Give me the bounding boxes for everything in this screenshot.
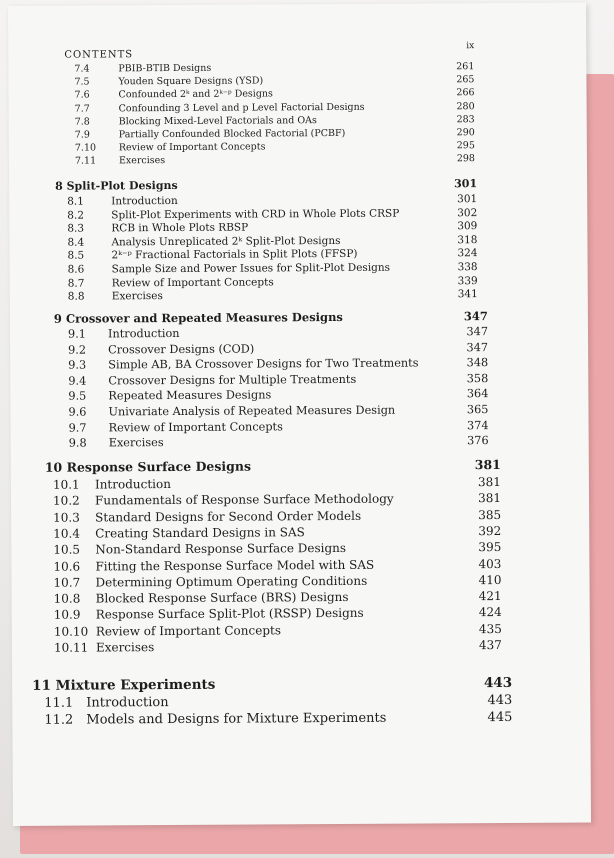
- toc-entry-number: 8.2: [67, 209, 85, 222]
- toc-entry-title: Models and Designs for Mixture Experiments: [86, 710, 387, 728]
- toc-entry-number: 10.5: [53, 542, 81, 557]
- toc-entry-number: 7.4: [74, 63, 90, 75]
- toc-entry: [75, 89, 273, 101]
- toc-entry-number: 8.4: [67, 236, 85, 249]
- toc-entry: [68, 373, 356, 388]
- toc-entry: [44, 711, 386, 728]
- toc-entry-title: Response Surface Split-Plot (RSSP) Designs: [95, 606, 364, 622]
- toc-entry: [69, 436, 164, 450]
- toc-entry-page: 364: [466, 387, 489, 401]
- toc-entry-page: 341: [457, 288, 478, 301]
- toc-entry-page: 385: [478, 507, 502, 522]
- toc-entry-page: 435: [478, 621, 502, 636]
- toc-entry-page: 381: [478, 491, 502, 506]
- toc-entry: [67, 195, 178, 208]
- toc-entry-number: 8.1: [67, 195, 84, 208]
- toc-entry-title: Blocked Response Surface (BRS) Designs: [95, 590, 349, 606]
- toc-entry-page: 339: [457, 274, 478, 287]
- chapter-page: 381: [474, 456, 501, 473]
- toc-entry-title: Exercises: [118, 155, 166, 167]
- toc-entry: [68, 404, 395, 419]
- toc-entry: [54, 623, 281, 638]
- toc-entry-title: Review of Important Concepts: [108, 419, 283, 434]
- toc-entry-number: 9.7: [68, 421, 87, 435]
- toc-entry: [75, 115, 317, 127]
- toc-entry: [68, 342, 254, 356]
- toc-entry-title: Analysis Unreplicated 2ᵏ Split-Plot Designs: [111, 234, 341, 249]
- toc-entry-number: 10.4: [53, 526, 80, 541]
- chapter-page: 301: [454, 177, 478, 191]
- toc-entry-title: Blocking Mixed-Level Factorials and OAs: [118, 114, 317, 128]
- toc-entry: [74, 76, 263, 88]
- toc-entry-page: 290: [456, 127, 475, 139]
- toc-entry-page: 376: [467, 434, 489, 448]
- toc-entry-title: PBIB-BTIB Designs: [118, 62, 212, 75]
- toc-entry-page: 395: [478, 540, 502, 555]
- toc-entry-title: Fitting the Response Surface Model with SAS: [95, 557, 375, 573]
- toc-entry: [68, 262, 390, 276]
- toc-entry-page: 338: [457, 261, 478, 274]
- toc-entry: [53, 508, 361, 524]
- toc-entry-number: 10.2: [52, 493, 80, 509]
- toc-entry-page: 424: [478, 605, 502, 620]
- toc-entry: [53, 541, 346, 557]
- toc-entry-page: 392: [478, 523, 502, 539]
- toc-entry-number: 9.8: [68, 436, 87, 450]
- toc-entry: [67, 248, 357, 262]
- header-page-number: ix: [466, 41, 475, 52]
- toc-entry: [53, 557, 374, 573]
- toc-entry-number: 9.2: [68, 343, 87, 357]
- toc-entry-title: Crossover Designs for Multiple Treatments: [108, 372, 357, 388]
- toc-entry: [44, 695, 168, 711]
- toc-entry-title: Review of Important Concepts: [111, 275, 274, 289]
- toc-entry: [74, 63, 211, 75]
- toc-entry: [67, 222, 248, 235]
- toc-entry-number: 8.7: [67, 277, 85, 290]
- book-page: [8, 2, 591, 826]
- toc-entry-number: 7.6: [74, 89, 90, 101]
- toc-entry-page: 443: [487, 692, 513, 709]
- toc-entry-title: Introduction: [94, 477, 171, 492]
- toc-entry-page: 347: [466, 325, 489, 339]
- toc-entry-page: 283: [456, 113, 475, 126]
- toc-entry: [53, 525, 305, 541]
- toc-entry-number: 9.3: [68, 358, 87, 372]
- toc-entry-page: 280: [456, 100, 475, 112]
- toc-entry-number: 10.3: [53, 510, 80, 525]
- toc-entry-page: 266: [456, 87, 475, 99]
- toc-entry-number: 7.7: [74, 103, 90, 115]
- toc-entry-number: 7.8: [74, 116, 90, 128]
- toc-entry-page: 295: [456, 140, 475, 152]
- chapter-title: 11 Mixture Experiments: [32, 676, 216, 694]
- chapter-title: 9 Crossover and Repeated Measures Designs: [53, 309, 343, 326]
- toc-entry: [54, 606, 364, 622]
- toc-entry-page: 347: [466, 340, 489, 354]
- toc-entry-title: Determining Optimum Operating Conditions: [95, 573, 368, 590]
- toc-entry-title: Exercises: [108, 436, 164, 450]
- toc-entry-title: RCB in Whole Plots RBSP: [111, 221, 249, 235]
- toc-entry-title: Univariate Analysis of Repeated Measures Design: [108, 403, 396, 419]
- toc-entry: [68, 389, 271, 403]
- chapter-page: 347: [463, 309, 488, 324]
- toc-entry: [68, 357, 418, 372]
- toc-entry-page: 301: [457, 193, 478, 206]
- toc-entry-number: 10.9: [53, 607, 81, 623]
- toc-entry-number: 9.5: [68, 389, 87, 404]
- toc-entry-number: 8.8: [67, 290, 85, 303]
- toc-entry: [53, 492, 394, 508]
- toc-entry-title: Introduction: [107, 326, 180, 341]
- toc-entry-number: 10.6: [53, 559, 81, 574]
- toc-entry-title: Youden Square Designs (YSD): [118, 75, 264, 88]
- toc-entry: [68, 276, 274, 289]
- toc-entry: [68, 327, 180, 341]
- toc-entry-page: 318: [457, 233, 478, 247]
- toc-entry-title: Non-Standard Response Surface Designs: [95, 541, 347, 557]
- toc-entry-number: 10.10: [53, 624, 89, 639]
- toc-entry: [67, 207, 399, 221]
- toc-entry: [75, 101, 365, 114]
- running-header: [64, 41, 475, 61]
- toc-entry-title: Exercises: [111, 290, 163, 303]
- toc-entry-number: 7.10: [74, 142, 97, 154]
- toc-entry-title: Simple AB, BA Crossover Designs for Two Treatments: [108, 356, 419, 372]
- toc-entry-page: 265: [456, 74, 475, 86]
- toc-entry-number: 7.5: [74, 76, 90, 88]
- toc-entry-number: 10.1: [52, 477, 80, 492]
- chapter-page: 443: [483, 674, 513, 692]
- header-label: CONTENTS: [64, 49, 134, 61]
- toc-entry: [69, 420, 283, 434]
- toc-entry-title: Creating Standard Designs in SAS: [95, 525, 305, 541]
- toc-entry-title: Review of Important Concepts: [95, 623, 282, 639]
- toc-entry-number: 8.6: [67, 263, 85, 276]
- toc-entry-title: 2ᵏ⁻ᵖ Fractional Factorials in Split Plots (FFSP): [111, 248, 358, 262]
- toc-entry: [53, 574, 367, 590]
- toc-entry-page: 374: [466, 418, 489, 432]
- toc-entry-number: 7.11: [74, 155, 97, 167]
- toc-entry-title: Fundamentals of Response Surface Methodology: [94, 491, 394, 508]
- toc-entry: [54, 590, 349, 606]
- toc-entry: [75, 128, 346, 141]
- toc-entry-number: 10.8: [53, 591, 81, 606]
- toc-entry: [67, 235, 340, 249]
- toc-entry-page: 421: [478, 589, 502, 604]
- toc-entry-number: 11.2: [44, 712, 74, 728]
- toc-entry-title: Exercises: [95, 640, 155, 655]
- toc-entry-number: 10.11: [53, 640, 89, 655]
- toc-entry-number: 9.6: [68, 405, 87, 419]
- toc-entry-number: 10.7: [53, 575, 81, 590]
- toc-entry-title: Review of Important Concepts: [118, 141, 266, 154]
- toc-entry: [75, 142, 266, 154]
- toc-entry-page: 324: [457, 247, 478, 260]
- toc-entry: [54, 640, 154, 655]
- toc-entry-title: Partially Confounded Blocked Factorial (PCBF): [118, 127, 346, 141]
- toc-entry-page: 437: [478, 637, 502, 653]
- toc-entry-number: 7.9: [74, 129, 90, 141]
- toc-entry-number: 8.5: [67, 249, 85, 263]
- toc-entry: [75, 155, 165, 167]
- toc-entry-title: Introduction: [86, 695, 169, 711]
- toc-entry-title: Confounded 2ᵏ and 2ᵏ⁻ᵖ Designs: [118, 88, 273, 101]
- toc-entry-page: 309: [457, 220, 478, 233]
- toc-entry-number: 11.1: [44, 695, 74, 711]
- toc-entry-title: Standard Designs for Second Order Models: [95, 508, 362, 525]
- toc-entry-title: Confounding 3 Level and p Level Factorial Designs: [118, 101, 365, 114]
- toc-entry-title: Repeated Measures Designs: [108, 388, 272, 403]
- toc-entry-number: 9.4: [68, 374, 87, 388]
- toc-entry-page: 365: [466, 403, 489, 417]
- toc-entry-page: 302: [457, 206, 478, 219]
- toc-entry: [53, 477, 171, 492]
- toc-entry: [68, 290, 163, 303]
- toc-entry-page: 445: [487, 709, 513, 726]
- toc-entry-title: Introduction: [111, 194, 178, 208]
- toc-entry-page: 348: [466, 356, 489, 370]
- toc-entry-title: Sample Size and Power Issues for Split-Plot Designs: [111, 261, 391, 276]
- toc-entry-page: 410: [478, 572, 502, 587]
- toc-entry-page: 403: [478, 556, 502, 571]
- toc-entry-title: Crossover Designs (COD): [108, 342, 255, 356]
- toc-entry-number: 8.3: [67, 222, 85, 235]
- toc-entry-page: 381: [477, 474, 501, 490]
- toc-entry-title: Split-Plot Experiments with CRD in Whole Plots CRSP: [111, 207, 400, 221]
- chapter-title: 8 Split-Plot Designs: [55, 178, 178, 193]
- toc-entry-number: 9.1: [67, 327, 87, 341]
- chapter-title: 10 Response Surface Designs: [44, 458, 252, 475]
- toc-entry-page: 261: [456, 61, 475, 73]
- toc-entry-page: 358: [466, 371, 489, 386]
- toc-entry-page: 298: [456, 153, 475, 165]
